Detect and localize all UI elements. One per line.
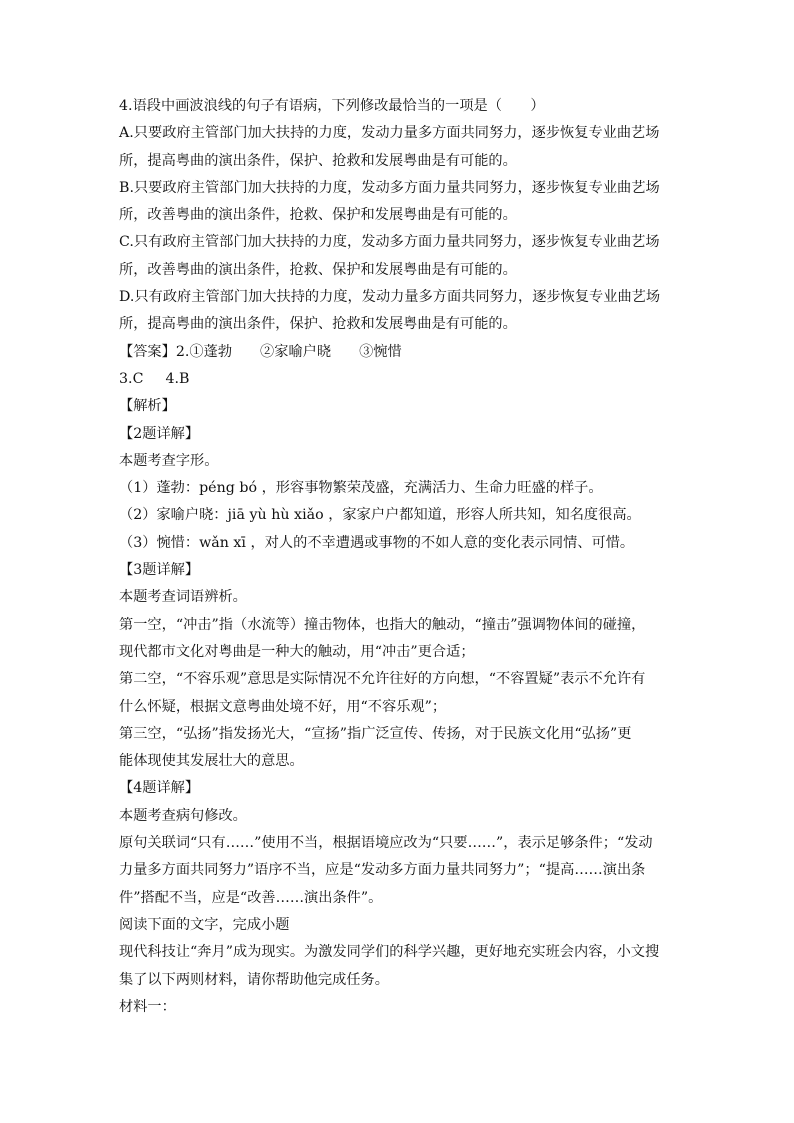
answer-q3: 3.C [119, 370, 144, 387]
option-a-line-2: 所，提高粤曲的演出条件，保护、抢救和发展粤曲是有可能的。 [119, 152, 517, 169]
q3-line-6: 能体现使其发展壮大的意思。 [119, 753, 304, 770]
q2-item-3: （3）惋惜：wǎn xī ，对人的不幸遭遇或事物的不如人意的变化表示同情、可惜。 [119, 534, 635, 551]
option-c-line-2: 所，改善粤曲的演出条件，抢救、保护和发展粤曲是有可能的。 [119, 261, 517, 278]
q4-heading: 【4题详解】 [119, 780, 200, 797]
option-b-line-2: 所，改善粤曲的演出条件，抢救、保护和发展粤曲是有可能的。 [119, 207, 517, 224]
answer-item-2: ②家喻户晓 [260, 343, 332, 360]
q4-intro: 本题考查病句修改。 [119, 807, 247, 824]
q3-line-5: 第三空，“弘扬”指发扬光大，“宣扬”指广泛宣传、传扬，对于民族文化用“弘扬”更 [119, 725, 632, 742]
q4-line-2: 力量多方面共同努力”语序不当，应是“发动多方面力量共同努力”；“提高……演出条 [119, 862, 646, 879]
option-d-line-2: 所，提高粤曲的演出条件，保护、抢救和发展粤曲是有可能的。 [119, 316, 517, 333]
analysis-heading: 【解析】 [119, 398, 176, 415]
q3-line-3: 第二空，“不容乐观”意思是实际情况不允许往好的方向想，“不容置疑”表示不允许有 [119, 671, 646, 688]
question-4-stem: 4.语段中画波浪线的句子有语病，下列修改最恰当的一项是（ ） [119, 98, 545, 114]
q4-line-3: 件”搭配不当，应是“改善……演出条件”。 [119, 889, 383, 906]
q4-line-1: 原句关联词“只有……”使用不当，根据语境应改为“只要……”，表示足够条件；“发动 [119, 835, 653, 852]
q3-heading: 【3题详解】 [119, 562, 200, 579]
reading-line-1: 现代科技让“奔月”成为现实。为激发同学们的科学兴趣，更好地充实班会内容，小文搜 [119, 944, 660, 961]
q2-item-2: （2）家喻户晓：jiā yù hù xiǎo ，家家户户都知道，形容人所共知，知名度很高。 [119, 507, 641, 524]
reading-instruction: 阅读下面的文字，完成小题 [119, 916, 290, 933]
answer-line-2 [119, 366, 679, 393]
answer-prefix: 【答案】2.①蓬勃 [119, 343, 233, 360]
answer-item-3: ③惋惜 [359, 343, 402, 360]
q3-intro: 本题考查词语辨析。 [119, 589, 247, 606]
answer-line-1 [119, 339, 679, 366]
option-a-line-1: A.只要政府主管部门加大扶持的力度，发动力量多方面共同努力，逐步恢复专业曲艺场 [119, 125, 660, 142]
q3-line-4: 什么怀疑，根据文意粤曲处境不好，用“不容乐观”； [119, 698, 447, 715]
q2-heading: 【2题详解】 [119, 425, 200, 442]
q3-line-2: 现代都市文化对粤曲是一种大的触动，用“冲击”更合适； [119, 643, 475, 660]
material-label: 材料一： [119, 998, 176, 1015]
option-d-line-1: D.只有政府主管部门加大扶持的力度，发动力量多方面共同努力，逐步恢复专业曲艺场 [119, 289, 661, 306]
option-c-line-1: C.只有政府主管部门加大扶持的力度，发动多方面力量共同努力，逐步恢复专业曲艺场 [119, 234, 660, 251]
q2-intro: 本题考查字形。 [119, 452, 219, 469]
answer-q4: 4.B [165, 370, 190, 387]
option-b-line-1: B.只要政府主管部门加大扶持的力度，发动多方面力量共同努力，逐步恢复专业曲艺场 [119, 179, 660, 196]
reading-line-2: 集了以下两则材料，请你帮助他完成任务。 [119, 971, 389, 988]
q3-line-1: 第一空，“冲击”指（水流等）撞击物体，也指大的触动，“撞击”强调物体间的碰撞， [119, 616, 646, 633]
q2-item-1: （1）蓬勃：péng bó ，形容事物繁荣茂盛，充满活力、生命力旺盛的样子。 [119, 480, 603, 497]
document-page [119, 93, 679, 1021]
